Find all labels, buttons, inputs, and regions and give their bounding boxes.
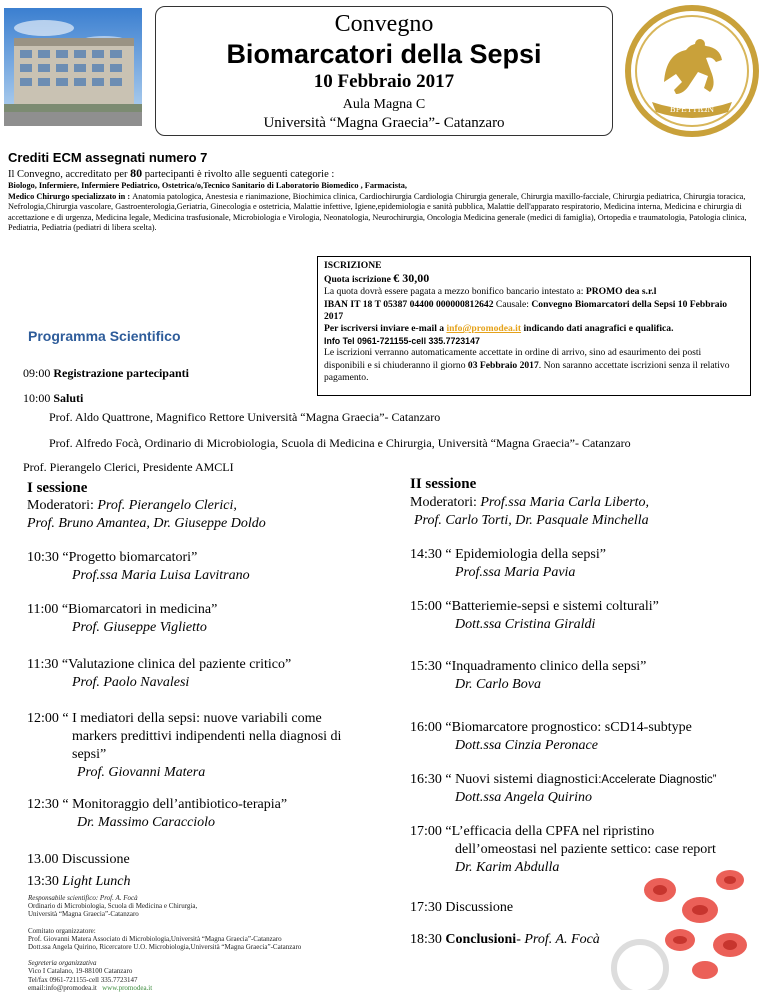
session1-discussion: 13.00 Discussione	[27, 852, 130, 867]
header-convegno: Convegno	[334, 11, 434, 37]
session2-moderators: Moderatori: Prof.ssa Maria Carla Liberto, Prof. Carlo Torti, Dr. Pasquale Minchella	[410, 495, 650, 528]
secretariat-label: Segreteria organizzativa	[28, 959, 97, 968]
registration-box: ISCRIZIONE Quota iscrizione € 30,00 La quota dovrà essere pagata a mezzo bonifico bancario intestato a: PROMO dea s.r.l IBAN IT 18 T 05387 04400 000000812642 Causale: Convegno Biomarcatori della Sepsi 10 Febbraio 2017 Per iscriversi inviare e-mail a info@promodea.it indicando dati anagrafici e qualifica. Info Tel 0961-721155-cell 335.7723147 Le iscrizioni verranno automaticamente accettate in ordine di arrivo, sino ad esaurimento dei posti disponibili e si chiuderanno il giorno 03 Febbraio 2017. Non saranno accettate iscrizioni senza il relativo pagamento.	[317, 256, 751, 396]
credits-intro: Il Convegno, accreditato per 80 partecipanti è rivolto alle seguenti categorie :	[8, 166, 335, 180]
session2-talk-2: 15:00 “Batteriemie-sepsi e sistemi colturali” Dott.ssa Cristina Giraldi	[410, 599, 659, 632]
session2-talk-6: 17:00 “L’efficacia della CPFA nel ripristino dell’omeostasi nel paziente settico: case report Dr. Karim Abdulla	[410, 824, 716, 875]
session2-talk-1: 14:30 “ Epidemiologia della sepsi” Prof.ssa Maria Pavia	[410, 547, 606, 580]
speaker-foca: Prof. Alfredo Focà, Ordinario di Microbiologia, Scuola di Medicina e Chirurgia, Università “Magna Graecia”- Catanzaro	[49, 436, 631, 450]
email-link[interactable]: info@promodea.it	[446, 323, 522, 335]
session2-conclusion: 18:30 Conclusioni- Prof. A. Focà	[410, 932, 600, 947]
registration-title: ISCRIZIONE	[324, 260, 382, 271]
registration-time: 09:00 Registrazione partecipanti	[23, 366, 189, 380]
logo-text: ΒΡΕΤΤΙΩΝ	[669, 105, 715, 114]
session1-title: I sessione	[27, 480, 88, 496]
greetings-time: 10:00 Saluti	[23, 391, 84, 405]
session1-talk-3: 11:30 “Valutazione clinica del paziente critico” Prof. Paolo Navalesi	[27, 657, 292, 690]
credits-title: Crediti ECM assegnati numero 7	[8, 150, 208, 165]
header-title: Biomarcatori della Sepsi	[226, 39, 542, 69]
speaker-rector: Prof. Aldo Quattrone, Magnifico Rettore Università “Magna Graecia”- Catanzaro	[49, 410, 441, 424]
session2-discussion: 17:30 Discussione	[410, 900, 514, 915]
university-logo	[624, 4, 760, 138]
header-date: 10 Febbraio 2017	[313, 71, 455, 92]
footer-notes: Responsabile scientifico: Prof. A. Focà Ordinario di Microbiologia, Scuola di Medicina e Chirurgia, Università “Magna Graecia”-Catanzaro Comitato organizzatore: Prof. Giovanni Matera Associato di Microbiologia,Università “Magna Graecia”-Catanzaro Dott.ssa Angela Quirino, Ricercatore U.O. Microbiologia,Università “Magna Graecia”-Catanzaro Segreteria organizzativa Vico I Catalano, 19-88100 Catanzaro Tel/fax 0961-721155-cell 335.7723147 email:info@promodea.it www.promodea.it	[28, 894, 398, 992]
website-link[interactable]: www.promodea.it	[102, 983, 153, 992]
session1-talk-5: 12:30 “ Monitoraggio dell’antibiotico-terapia” Dr. Massimo Caracciolo	[27, 797, 288, 830]
session2-talk-3: 15:30 “Inquadramento clinico della sepsi” Dr. Carlo Bova	[410, 659, 647, 692]
session1-lunch: 13:30 Light Lunch	[27, 874, 131, 889]
building-photo	[4, 8, 142, 126]
registration-fee: € 30,00	[393, 271, 430, 286]
red-blood-cells-image	[600, 850, 760, 990]
session2-title: II sessione	[410, 476, 477, 492]
header-university: Università “Magna Graecia”- Catanzaro	[263, 115, 505, 131]
session1-talk-1: 10:30 “Progetto biomarcatori” Prof.ssa Maria Luisa Lavitrano	[27, 550, 250, 583]
session2-talk-5: 16:30 “ Nuovi sistemi diagnostici:Accelerate Diagnostic” Dott.ssa Angela Quirino	[410, 772, 717, 805]
scientific-manager-label: Responsabile scientifico: Prof. A. Focà	[28, 894, 138, 902]
header-box	[155, 6, 613, 136]
program-title: Programma Scientifico	[28, 328, 181, 344]
speaker-clerici: Prof. Pierangelo Clerici, Presidente AMCLI	[23, 460, 234, 474]
header-aula: Aula Magna C	[342, 97, 426, 112]
organizing-committee-label: Comitato organizzatore:	[28, 926, 96, 935]
session1-talk-4: 12:00 “ I mediatori della sepsi: nuove variabili come markers predittivi indipendenti nella diagnosi di sepsi” Prof. Giovanni Matera	[27, 711, 342, 780]
session2-talk-4: 16:00 “Biomarcatore prognostico: sCD14-subtype Dott.ssa Cinzia Peronace	[410, 720, 692, 753]
session1-moderators: Moderatori: Prof. Pierangelo Clerici, Prof. Bruno Amantea, Dr. Giuseppe Doldo	[27, 498, 266, 531]
credits-professions: Biologo, Infermiere, Infermiere Pediatrico, Ostetrica/o,Tecnico Sanitario di Laboratorio Biomedico , Farmacista, Medico Chirurgo specializzato in : Anatomia patologica, Anestesia e rianimazione, Biochimica clinica, Cardiochirurgia Cardiologia Chirurgia generale, Chirurgia maxillo-facciale, Chirurgia pediatrica, Chirurgia toracica, Nefrologia,Chirurgia vascolare, Gastroenterologia,Geriatria, Ginecologia e ostetricia, Malattie infettive, Igiene,epidemiologia e sanità pubblica, Malattie dell'apparato respiratorio, Medicina interna, Medicina e chirurgia di accettazione e di urgenza, Medicina legale, Medicina trasfusionale, Microbiologia e Virologia, Neonatologia, Neurochirurgia, Oncologia Medicina generale (medici di famiglia), Ortopedia e traumatologia, Patologia clinica, Pediatria, Pediatria (pediatri di libera scelta).	[8, 181, 747, 233]
session1-talk-2: 11:00 “Biomarcatori in medicina” Prof. Giuseppe Viglietto	[27, 602, 218, 635]
